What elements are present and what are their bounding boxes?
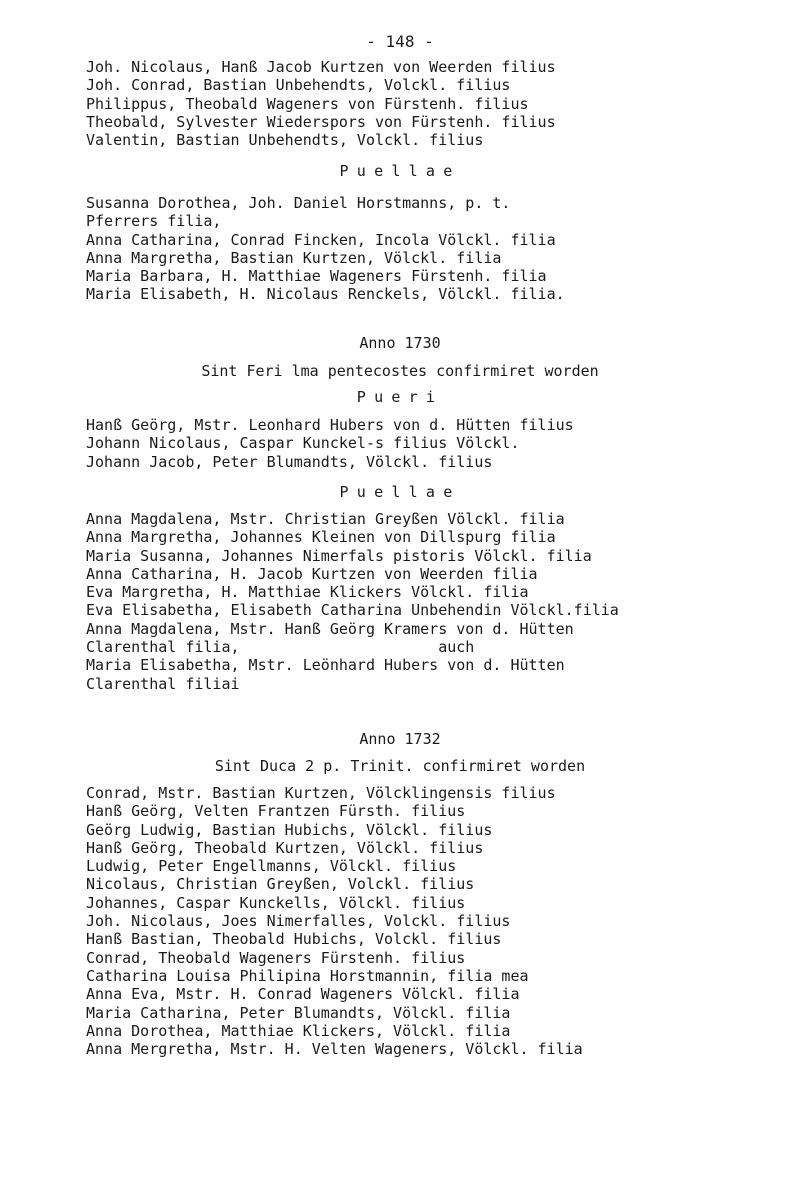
list-item: Anna Magdalena, Mstr. Christian Greyßen Völckl. filia bbox=[86, 510, 565, 528]
list-item: Maria Elisabeth, H. Nicolaus Renckels, Völckl. filia. bbox=[86, 285, 565, 304]
list-item: Conrad, Theobald Wageners Fürstenh. filius bbox=[86, 948, 466, 967]
year-heading-1732: Anno 1732 bbox=[359, 730, 441, 748]
list-item: Clarenthal filiai bbox=[86, 674, 240, 693]
list-item: Anna Margretha, Johannes Kleinen von Dillspurg filia bbox=[86, 528, 556, 547]
section-heading-puellae-1730: Puellae bbox=[339, 483, 461, 501]
year-heading-1730: Anno 1730 bbox=[359, 334, 441, 352]
list-item: Philippus, Theobald Wageners von Fürstenh. filius bbox=[86, 94, 529, 113]
list-item: Johannes, Caspar Kunckells, Völckl. filius bbox=[86, 893, 466, 912]
list-block-puellae-1 bbox=[86, 194, 776, 304]
list-item: Anna Catharina, Conrad Fincken, Incola Völckl. filia bbox=[86, 230, 556, 249]
section-heading-pueri: Pueri bbox=[356, 388, 444, 406]
list-item: Maria Barbara, H. Matthiae Wageners Fürstenh. filia bbox=[86, 267, 547, 286]
list-item: Clarenthal filia, auch bbox=[86, 638, 475, 657]
list-item: Joh. Conrad, Bastian Unbehendts, Volckl. filius bbox=[86, 76, 511, 95]
list-item: Hanß Geörg, Velten Frantzen Fürsth. filius bbox=[86, 802, 466, 821]
list-item: Anna Eva, Mstr. H. Conrad Wageners Völckl. filia bbox=[86, 985, 520, 1004]
list-block-puellae-1730 bbox=[86, 510, 776, 693]
list-item: Joh. Nicolaus, Hanß Jacob Kurtzen von Weerden filius bbox=[86, 58, 556, 76]
list-item: Ludwig, Peter Engellmanns, Völckl. filius bbox=[86, 857, 457, 876]
list-item: Eva Elisabetha, Elisabeth Catharina Unbehendin Völckl.filia bbox=[86, 601, 619, 620]
list-item: Johann Jacob, Peter Blumandts, Völckl. filius bbox=[86, 452, 493, 471]
list-block-1732 bbox=[86, 784, 776, 1058]
section-subtitle-1730: Sint Feri lma pentecostes confirmiret worden bbox=[201, 362, 599, 380]
list-item: Theobald, Sylvester Wiederspors von Fürstenh. filius bbox=[86, 112, 556, 131]
list-item: Catharina Louisa Philipina Horstmannin, filia mea bbox=[86, 966, 529, 985]
section-subtitle-1732: Sint Duca 2 p. Trinit. confirmiret worden bbox=[214, 757, 586, 775]
list-block-pueri-1730 bbox=[86, 416, 776, 471]
list-item: Joh. Nicolaus, Joes Nimerfalles, Volckl. filius bbox=[86, 912, 511, 931]
list-item: Maria Catharina, Peter Blumandts, Völckl. filia bbox=[86, 1003, 511, 1022]
list-item: Pferrers filia, bbox=[86, 212, 222, 231]
list-item: Eva Margretha, H. Matthiae Klickers Völckl. filia bbox=[86, 583, 529, 602]
list-item: Hanß Geörg, Theobald Kurtzen, Völckl. filius bbox=[86, 838, 484, 857]
list-item: Anna Mergretha, Mstr. H. Velten Wageners, Völckl. filia bbox=[86, 1040, 583, 1059]
list-item: Valentin, Bastian Unbehendts, Volckl. filius bbox=[86, 131, 484, 150]
section-heading-puellae: Puellae bbox=[339, 162, 461, 180]
list-item: Anna Catharina, H. Jacob Kurtzen von Weerden filia bbox=[86, 564, 538, 583]
list-item: Geörg Ludwig, Bastian Hubichs, Völckl. filius bbox=[86, 820, 493, 839]
list-item: Hanß Geörg, Mstr. Leonhard Hubers von d. Hütten filius bbox=[86, 416, 574, 434]
list-item: Nicolaus, Christian Greyßen, Volckl. filius bbox=[86, 875, 475, 894]
list-item: Conrad, Mstr. Bastian Kurtzen, Völcklingensis filius bbox=[86, 784, 556, 802]
list-block-pueri-1 bbox=[86, 58, 776, 149]
list-item: Johann Nicolaus, Caspar Kunckel-s filius Völckl. bbox=[86, 434, 520, 453]
list-item: Maria Elisabetha, Mstr. Leönhard Hubers von d. Hütten bbox=[86, 656, 565, 675]
list-item: Hanß Bastian, Theobald Hubichs, Volckl. filius bbox=[86, 930, 502, 949]
list-item: Maria Susanna, Johannes Nimerfals pistoris Völckl. filia bbox=[86, 546, 592, 565]
list-item: Anna Magdalena, Mstr. Hanß Geörg Kramers von d. Hütten bbox=[86, 619, 574, 638]
page-number: - 148 - bbox=[366, 32, 434, 51]
list-item: Anna Margretha, Bastian Kurtzen, Völckl. filia bbox=[86, 248, 502, 267]
list-item: Anna Dorothea, Matthiae Klickers, Völckl. filia bbox=[86, 1021, 511, 1040]
list-item: Susanna Dorothea, Joh. Daniel Horstmanns, p. t. bbox=[86, 194, 511, 212]
